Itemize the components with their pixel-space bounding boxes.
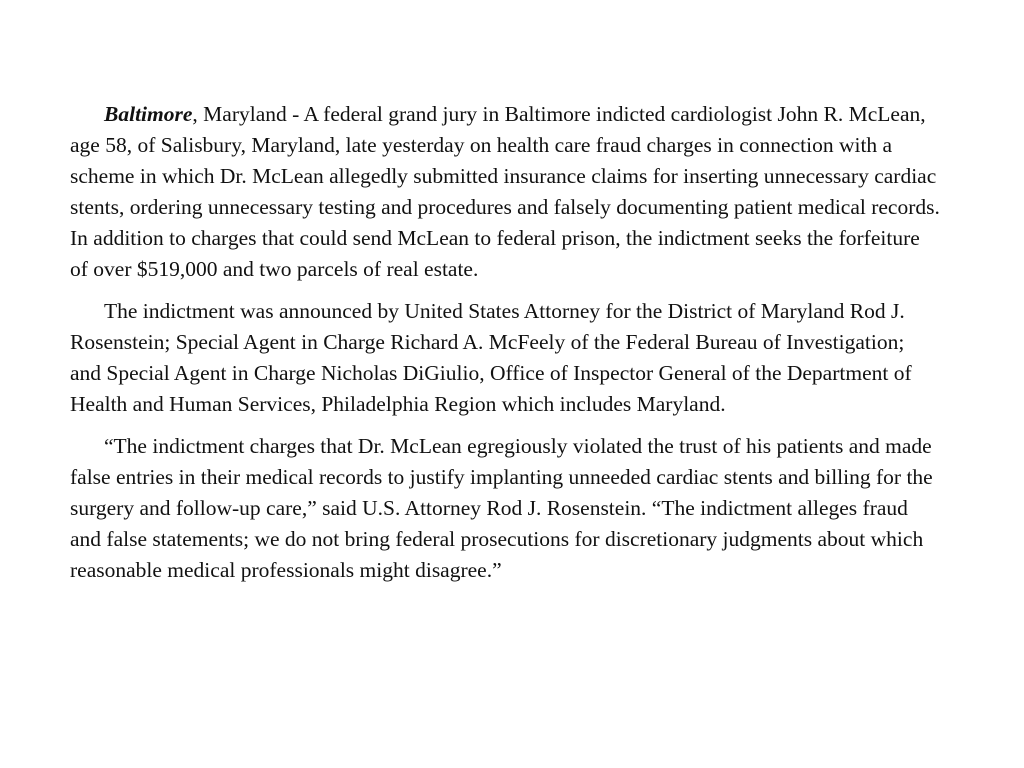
paragraph-3-text: “The indictment charges that Dr. McLean egregiously violated the trust of his patients and made false entries in their medical records to justify implanting unneeded cardiac stents and billing for the surgery and follow-up care,” said U.S. Attorney Rod J. Rosenstein. “The indictment alleges fraud and false statements; we do not bring federal prosecutions for discretionary judgments about which reasonable medical professionals might disagree.”: [70, 434, 933, 582]
paragraph-2: [70, 296, 940, 420]
paragraph-2-text: The indictment was announced by United States Attorney for the District of Maryland Rod J. Rosenstein; Special Agent in Charge Richard A. McFeely of the Federal Bureau of Investigation; and Special Agent in Charge Nicholas DiGiulio, Office of Inspector General of the Department of Health and Human Services, Philadelphia Region which includes Maryland.: [70, 299, 912, 416]
paragraph-1-text: , Maryland - A federal grand jury in Baltimore indicted cardiologist John R. McLean, age 58, of Salisbury, Maryland, late yesterday on health care fraud charges in connection with a scheme in which Dr. McLean allegedly submitted insurance claims for inserting unnecessary cardiac stents, ordering unnecessary testing and procedures and falsely documenting patient medical records. In addition to charges that could send McLean to federal prison, the indictment seeks the forfeiture of over $519,000 and two parcels of real estate.: [70, 102, 940, 281]
document-body: [70, 99, 940, 597]
dateline: Baltimore: [104, 102, 193, 126]
paragraph-1: [70, 99, 940, 285]
paragraph-3: [70, 431, 940, 586]
